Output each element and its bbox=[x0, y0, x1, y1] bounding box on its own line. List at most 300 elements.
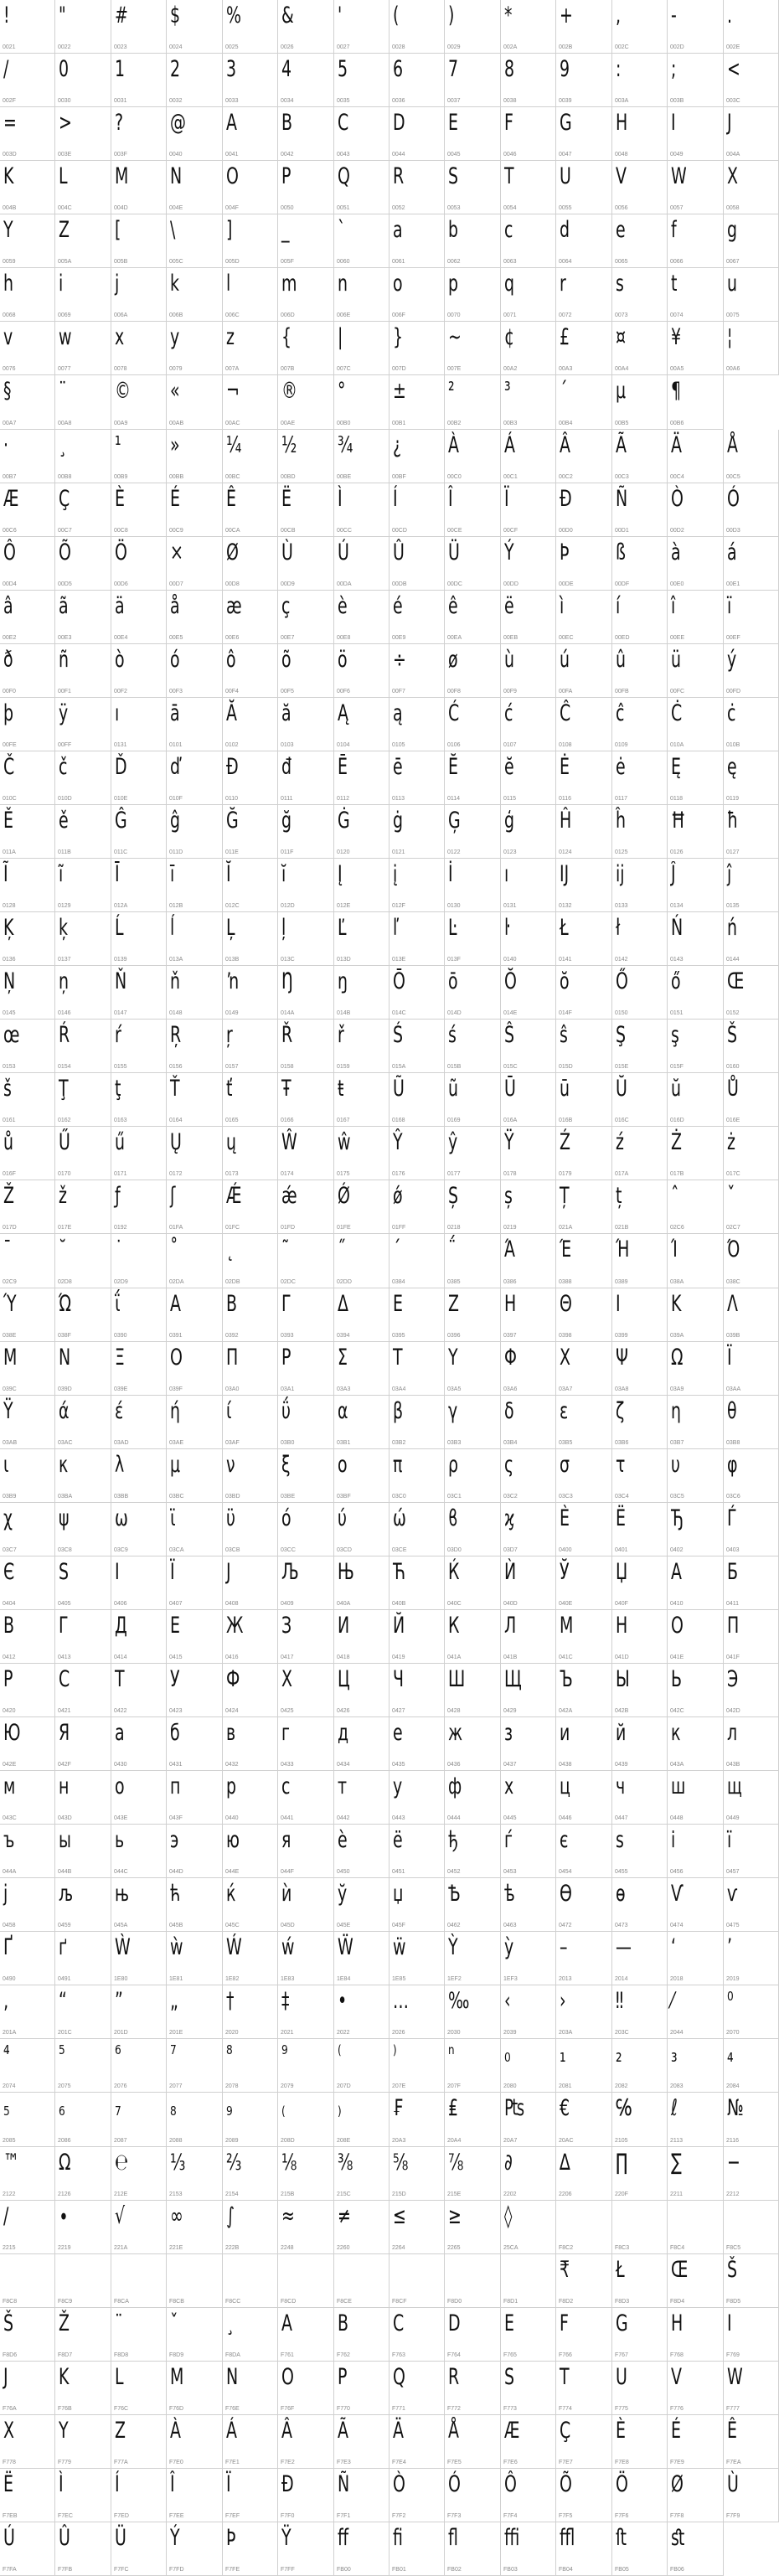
glyph-char: Ý bbox=[170, 2525, 180, 2551]
glyph-char: ˝ bbox=[338, 1236, 346, 1262]
glyph-cell bbox=[111, 1449, 167, 1503]
glyph-char: Y bbox=[59, 2418, 69, 2444]
glyph-codepoint: F7E8 bbox=[615, 2460, 629, 2465]
glyph-cell bbox=[501, 1503, 556, 1556]
glyph-cell bbox=[501, 54, 556, 107]
glyph-codepoint: 0392 bbox=[225, 1333, 239, 1339]
glyph-cell bbox=[556, 0, 612, 54]
glyph-cell bbox=[167, 2254, 223, 2308]
glyph-cell bbox=[278, 1878, 334, 1932]
glyph-cell bbox=[724, 1449, 779, 1503]
glyph-cell bbox=[612, 268, 668, 322]
glyph-cell bbox=[278, 751, 334, 805]
glyph-cell bbox=[111, 268, 167, 322]
glyph-cell bbox=[612, 2362, 668, 2415]
glyph-codepoint: 00A9 bbox=[114, 421, 128, 426]
glyph-char: √ bbox=[115, 2203, 126, 2229]
glyph-cell bbox=[501, 751, 556, 805]
glyph-char: ΄ bbox=[393, 1236, 401, 1262]
glyph-char: È bbox=[115, 486, 125, 512]
glyph-char: Ú bbox=[3, 2525, 15, 2551]
glyph-cell bbox=[724, 1556, 779, 1610]
glyph-codepoint: 0165 bbox=[225, 1118, 239, 1123]
glyph-codepoint: 0026 bbox=[281, 44, 294, 50]
glyph-codepoint: F776 bbox=[670, 2406, 684, 2412]
glyph-codepoint: 016B bbox=[559, 1118, 573, 1123]
glyph-codepoint: 043C bbox=[3, 1815, 17, 1821]
glyph-codepoint: 007A bbox=[225, 366, 240, 372]
glyph-codepoint: 014E bbox=[503, 1010, 518, 1016]
glyph-cell bbox=[111, 2254, 167, 2308]
glyph-codepoint: 002B bbox=[559, 44, 573, 50]
glyph-codepoint: 00BF bbox=[392, 474, 406, 480]
glyph-codepoint: 040B bbox=[392, 1601, 406, 1607]
glyph-char: Û bbox=[59, 2525, 70, 2551]
glyph-cell bbox=[390, 966, 445, 1020]
glyph-codepoint: 044C bbox=[114, 1869, 128, 1875]
glyph-cell bbox=[668, 2039, 724, 2093]
glyph-codepoint: 0177 bbox=[447, 1171, 461, 1177]
glyph-codepoint: 0420 bbox=[3, 1708, 16, 1714]
glyph-char: Ĝ bbox=[115, 808, 127, 834]
glyph-codepoint: 0219 bbox=[503, 1225, 517, 1231]
glyph-cell bbox=[223, 1825, 278, 1878]
glyph-codepoint: F8CB bbox=[169, 2299, 184, 2305]
glyph-codepoint: 00DE bbox=[559, 581, 574, 587]
glyph-cell bbox=[724, 751, 779, 805]
glyph-char: ¹ bbox=[115, 432, 121, 458]
glyph-codepoint: 03C8 bbox=[58, 1547, 72, 1553]
glyph-codepoint: 201C bbox=[58, 2030, 72, 2036]
glyph-cell bbox=[0, 2415, 55, 2469]
glyph-char: 2 bbox=[170, 56, 181, 82]
glyph-cell bbox=[501, 1664, 556, 1717]
glyph-codepoint: 0173 bbox=[225, 1171, 239, 1177]
glyph-cell bbox=[612, 1556, 668, 1610]
glyph-cell bbox=[724, 1932, 779, 1985]
glyph-cell bbox=[278, 537, 334, 591]
glyph-codepoint: 0428 bbox=[447, 1708, 461, 1714]
glyph-cell bbox=[223, 2147, 278, 2201]
glyph-char: Э bbox=[727, 1666, 739, 1692]
glyph-cell bbox=[223, 1234, 278, 1288]
glyph-char: y bbox=[170, 324, 180, 350]
glyph-char: Њ bbox=[338, 1559, 354, 1585]
glyph-codepoint: 014A bbox=[281, 1010, 295, 1016]
glyph-codepoint: 00FE bbox=[3, 742, 17, 748]
glyph-codepoint: 010C bbox=[3, 796, 17, 802]
glyph-codepoint: 0139 bbox=[114, 957, 127, 963]
glyph-codepoint: 00A7 bbox=[3, 421, 17, 426]
glyph-codepoint: 00BE bbox=[337, 474, 352, 480]
glyph-cell bbox=[167, 2147, 223, 2201]
glyph-codepoint: 0406 bbox=[114, 1601, 127, 1607]
glyph-codepoint: 00F8 bbox=[447, 689, 461, 694]
glyph-codepoint: F771 bbox=[392, 2406, 405, 2412]
glyph-cell bbox=[556, 1396, 612, 1449]
glyph-char: Ý bbox=[504, 539, 514, 565]
glyph-char: Â bbox=[281, 2418, 292, 2444]
glyph-cell bbox=[55, 1878, 111, 1932]
glyph-codepoint: 0384 bbox=[392, 1279, 405, 1285]
glyph-codepoint: 016C bbox=[615, 1118, 629, 1123]
glyph-char: ₁ bbox=[560, 2042, 566, 2068]
glyph-char: Ѳ bbox=[560, 1881, 572, 1907]
glyph-char: ь bbox=[115, 1827, 125, 1853]
glyph-char: ż bbox=[727, 1129, 735, 1155]
glyph-cell bbox=[390, 375, 445, 430]
glyph-codepoint: 00A6 bbox=[726, 366, 740, 372]
glyph-char: Х bbox=[281, 1666, 292, 1692]
glyph-cell bbox=[167, 2039, 223, 2093]
glyph-char: Ό bbox=[727, 1236, 740, 1262]
glyph-char: ŝ bbox=[560, 1022, 568, 1048]
glyph-cell bbox=[668, 0, 724, 54]
glyph-codepoint: 0073 bbox=[615, 312, 628, 318]
glyph-codepoint: F7E7 bbox=[559, 2460, 573, 2465]
glyph-cell bbox=[612, 1180, 668, 1234]
glyph-char: Β bbox=[226, 1291, 238, 1317]
glyph-cell bbox=[0, 966, 55, 1020]
glyph-cell bbox=[556, 1610, 612, 1664]
glyph-cell bbox=[668, 1932, 724, 1985]
glyph-codepoint: F7F6 bbox=[615, 2513, 629, 2519]
glyph-codepoint: 00AE bbox=[281, 421, 296, 426]
glyph-cell bbox=[278, 1288, 334, 1342]
glyph-codepoint: 00C1 bbox=[503, 474, 518, 480]
glyph-codepoint: 010F bbox=[169, 796, 183, 802]
glyph-codepoint: 0117 bbox=[615, 796, 628, 802]
glyph-codepoint: F7EE bbox=[169, 2513, 184, 2519]
glyph-char: Ы bbox=[616, 1666, 630, 1692]
glyph-cell bbox=[390, 751, 445, 805]
glyph-codepoint: 03B8 bbox=[726, 1440, 740, 1446]
glyph-char: ĵ bbox=[727, 861, 732, 887]
glyph-cell bbox=[334, 1825, 390, 1878]
glyph-cell bbox=[167, 1073, 223, 1127]
glyph-char: δ bbox=[504, 1398, 514, 1424]
glyph-cell bbox=[445, 1020, 501, 1073]
glyph-char: ⁵ bbox=[59, 2042, 65, 2068]
glyph-char: ε bbox=[560, 1398, 569, 1424]
glyph-codepoint: 0162 bbox=[58, 1118, 71, 1123]
glyph-cell bbox=[111, 1610, 167, 1664]
glyph-cell bbox=[501, 375, 556, 430]
glyph-codepoint: 039B bbox=[726, 1333, 740, 1339]
glyph-char: Þ bbox=[226, 2525, 236, 2551]
glyph-codepoint: 040F bbox=[615, 1601, 628, 1607]
glyph-char: Ç bbox=[59, 486, 70, 512]
glyph-codepoint: 0133 bbox=[615, 903, 628, 909]
glyph-char: ϋ bbox=[226, 1505, 235, 1531]
glyph-char: ≤ bbox=[393, 2203, 406, 2229]
glyph-char: + bbox=[560, 3, 573, 28]
glyph-char: Ć bbox=[448, 700, 460, 726]
glyph-codepoint: 02DB bbox=[225, 1279, 240, 1285]
glyph-codepoint: 00E3 bbox=[58, 635, 72, 641]
glyph-cell bbox=[111, 1180, 167, 1234]
glyph-cell bbox=[612, 322, 668, 375]
glyph-cell bbox=[111, 2147, 167, 2201]
glyph-codepoint: 00EC bbox=[559, 635, 574, 641]
glyph-codepoint: F7F9 bbox=[726, 2513, 740, 2519]
glyph-char: Ę bbox=[671, 754, 681, 780]
glyph-codepoint: 0075 bbox=[726, 312, 740, 318]
glyph-codepoint: 0422 bbox=[114, 1708, 127, 1714]
glyph-cell bbox=[278, 1717, 334, 1771]
glyph-cell bbox=[0, 2147, 55, 2201]
glyph-cell bbox=[55, 483, 111, 537]
glyph-codepoint: 002A bbox=[503, 44, 518, 50]
glyph-cell bbox=[223, 1985, 278, 2039]
glyph-char: ŗ bbox=[226, 1022, 233, 1048]
glyph-char: ŀ bbox=[504, 915, 510, 941]
glyph-cell bbox=[167, 1396, 223, 1449]
glyph-char: ‚ bbox=[3, 1988, 9, 2014]
glyph-char: ŕ bbox=[115, 1022, 121, 1048]
glyph-cell bbox=[55, 1556, 111, 1610]
glyph-cell bbox=[390, 54, 445, 107]
glyph-cell bbox=[668, 1717, 724, 1771]
glyph-cell bbox=[390, 1288, 445, 1342]
glyph-codepoint: 2077 bbox=[169, 2083, 183, 2089]
glyph-char: Ș bbox=[448, 1183, 459, 1209]
glyph-cell bbox=[223, 1771, 278, 1825]
glyph-cell bbox=[501, 268, 556, 322]
glyph-cell bbox=[0, 1610, 55, 1664]
glyph-char: \ bbox=[170, 217, 176, 243]
glyph-codepoint: 0386 bbox=[503, 1279, 517, 1285]
glyph-codepoint: 0035 bbox=[337, 98, 350, 104]
glyph-codepoint: F765 bbox=[503, 2352, 517, 2358]
glyph-codepoint: 0436 bbox=[447, 1762, 461, 1768]
glyph-codepoint: 0454 bbox=[559, 1869, 572, 1875]
glyph-char: ∕ bbox=[3, 2203, 9, 2229]
glyph-codepoint: 0102 bbox=[225, 742, 239, 748]
glyph-codepoint: 0032 bbox=[169, 98, 183, 104]
glyph-char: Ѓ bbox=[727, 1505, 737, 1531]
glyph-cell bbox=[55, 751, 111, 805]
glyph-cell bbox=[390, 644, 445, 698]
glyph-char: ğ bbox=[281, 808, 292, 834]
glyph-char: ﬁ bbox=[393, 2525, 403, 2551]
glyph-char: e bbox=[616, 217, 626, 243]
glyph-char: þ bbox=[3, 700, 14, 726]
glyph-char: χ bbox=[3, 1505, 13, 1531]
glyph-codepoint: F7FA bbox=[3, 2567, 17, 2573]
glyph-cell bbox=[55, 1825, 111, 1878]
glyph-cell bbox=[334, 805, 390, 859]
glyph-cell bbox=[445, 1825, 501, 1878]
glyph-codepoint: 003B bbox=[670, 98, 684, 104]
glyph-cell bbox=[223, 2201, 278, 2254]
glyph-cell bbox=[167, 1127, 223, 1180]
glyph-cell bbox=[111, 805, 167, 859]
glyph-cell bbox=[0, 1556, 55, 1610]
glyph-char: ξ bbox=[281, 1452, 291, 1478]
glyph-cell bbox=[724, 1288, 779, 1342]
glyph-char: T bbox=[560, 2364, 570, 2390]
glyph-codepoint: 0125 bbox=[615, 849, 628, 855]
glyph-cell bbox=[556, 1342, 612, 1396]
glyph-cell bbox=[612, 2254, 668, 2308]
glyph-char: Ö bbox=[616, 2471, 628, 2497]
glyph-char: − bbox=[727, 2150, 740, 2176]
glyph-cell bbox=[334, 966, 390, 1020]
glyph-char: ˇ bbox=[727, 1183, 735, 1209]
glyph-char: Â bbox=[560, 432, 570, 458]
glyph-cell bbox=[445, 1127, 501, 1180]
glyph-char: ő bbox=[671, 968, 681, 994]
glyph-cell bbox=[111, 483, 167, 537]
glyph-codepoint: 00E6 bbox=[225, 635, 240, 641]
glyph-char: Z bbox=[59, 217, 70, 243]
glyph-char: ¸ bbox=[59, 432, 67, 458]
glyph-cell bbox=[167, 591, 223, 644]
glyph-codepoint: 03B6 bbox=[615, 1440, 629, 1446]
glyph-codepoint: 0116 bbox=[559, 796, 572, 802]
glyph-char: њ bbox=[115, 1881, 130, 1907]
glyph-char: ё bbox=[393, 1827, 403, 1853]
glyph-cell bbox=[390, 268, 445, 322]
glyph-cell bbox=[55, 591, 111, 644]
glyph-char: P bbox=[281, 163, 291, 189]
glyph-codepoint: 00FF bbox=[58, 742, 72, 748]
glyph-codepoint: 002C bbox=[615, 44, 629, 50]
glyph-char: Ö bbox=[115, 539, 127, 565]
glyph-codepoint: 043A bbox=[670, 1762, 684, 1768]
glyph-cell bbox=[612, 1449, 668, 1503]
glyph-codepoint: 0192 bbox=[114, 1225, 127, 1231]
glyph-cell bbox=[501, 1180, 556, 1234]
glyph-cell bbox=[223, 1717, 278, 1771]
glyph-char: ₣ bbox=[393, 2095, 404, 2121]
glyph-cell bbox=[167, 1771, 223, 1825]
glyph-codepoint: 00A5 bbox=[670, 366, 684, 372]
glyph-cell bbox=[0, 1503, 55, 1556]
glyph-char: ě bbox=[59, 808, 69, 834]
glyph-char: č bbox=[59, 754, 68, 780]
glyph-cell bbox=[55, 2415, 111, 2469]
glyph-codepoint: 2070 bbox=[726, 2030, 740, 2036]
glyph-codepoint: 03BD bbox=[225, 1494, 240, 1500]
glyph-char: ι bbox=[3, 1452, 9, 1478]
glyph-char: ă bbox=[281, 700, 291, 726]
glyph-cell bbox=[334, 2093, 390, 2147]
glyph-codepoint: 00F2 bbox=[114, 689, 127, 694]
glyph-codepoint: 03B0 bbox=[281, 1440, 295, 1446]
glyph-codepoint: F766 bbox=[559, 2352, 572, 2358]
glyph-codepoint: 0127 bbox=[726, 849, 740, 855]
glyph-char: ж bbox=[448, 1720, 463, 1746]
glyph-cell bbox=[223, 1664, 278, 1717]
glyph-char: ‹ bbox=[504, 1988, 511, 2014]
glyph-cell bbox=[223, 2469, 278, 2522]
glyph-char: ț bbox=[616, 1183, 622, 1209]
glyph-codepoint: 017D bbox=[3, 1225, 17, 1231]
glyph-cell bbox=[223, 2308, 278, 2362]
glyph-cell bbox=[111, 1342, 167, 1396]
glyph-cell bbox=[556, 1825, 612, 1878]
glyph-cell bbox=[390, 107, 445, 161]
glyph-cell bbox=[390, 2415, 445, 2469]
glyph-cell bbox=[390, 2201, 445, 2254]
glyph-cell bbox=[612, 698, 668, 751]
glyph-cell bbox=[556, 2039, 612, 2093]
glyph-char: λ bbox=[115, 1452, 125, 1478]
glyph-cell bbox=[111, 859, 167, 912]
glyph-cell bbox=[668, 2254, 724, 2308]
glyph-cell bbox=[167, 430, 223, 483]
glyph-codepoint: 039A bbox=[670, 1333, 684, 1339]
glyph-codepoint: 03C6 bbox=[726, 1494, 740, 1500]
glyph-cell bbox=[334, 2308, 390, 2362]
glyph-codepoint: 03A0 bbox=[225, 1386, 240, 1392]
glyph-cell bbox=[445, 1073, 501, 1127]
glyph-codepoint: F773 bbox=[503, 2406, 517, 2412]
glyph-char: „ bbox=[170, 1988, 178, 2014]
glyph-codepoint: 00DD bbox=[503, 581, 518, 587]
glyph-char: Ρ bbox=[281, 1345, 291, 1371]
glyph-char: Ô bbox=[3, 539, 16, 565]
glyph-cell bbox=[334, 1503, 390, 1556]
glyph-codepoint: 017E bbox=[58, 1225, 72, 1231]
glyph-cell bbox=[556, 1234, 612, 1288]
glyph-codepoint: 0111 bbox=[281, 796, 293, 802]
glyph-codepoint: F7E2 bbox=[281, 2460, 295, 2465]
glyph-char: ₄ bbox=[727, 2042, 734, 2068]
glyph-cell bbox=[334, 912, 390, 966]
glyph-codepoint: 01FC bbox=[225, 1225, 240, 1231]
glyph-cell bbox=[0, 430, 55, 483]
glyph-cell bbox=[501, 1985, 556, 2039]
glyph-char: ' bbox=[338, 3, 343, 28]
glyph-char: ₃ bbox=[671, 2042, 678, 2068]
glyph-codepoint: 0154 bbox=[58, 1064, 71, 1070]
glyph-cell bbox=[724, 2039, 779, 2093]
glyph-codepoint: 013C bbox=[281, 957, 295, 963]
glyph-cell bbox=[0, 375, 55, 430]
glyph-char: š bbox=[3, 1076, 12, 1102]
glyph-char: ¿ bbox=[393, 432, 402, 458]
glyph-codepoint: F779 bbox=[58, 2460, 71, 2465]
glyph-codepoint: 0174 bbox=[281, 1171, 294, 1177]
glyph-codepoint: 0448 bbox=[670, 1815, 684, 1821]
glyph-char: έ bbox=[115, 1398, 124, 1424]
glyph-cell bbox=[612, 2093, 668, 2147]
glyph-codepoint: 0036 bbox=[392, 98, 405, 104]
glyph-cell bbox=[278, 1825, 334, 1878]
glyph-cell bbox=[0, 859, 55, 912]
glyph-char: φ bbox=[727, 1452, 738, 1478]
glyph-char: ₆ bbox=[59, 2095, 65, 2121]
glyph-char: o bbox=[393, 271, 403, 297]
glyph-char: ĉ bbox=[616, 700, 625, 726]
glyph-cell bbox=[223, 1288, 278, 1342]
glyph-codepoint: 0457 bbox=[726, 1869, 740, 1875]
glyph-cell bbox=[55, 2522, 111, 2576]
glyph-cell bbox=[556, 1932, 612, 1985]
glyph-cell bbox=[501, 2362, 556, 2415]
glyph-char: ∆ bbox=[560, 2150, 570, 2176]
glyph-cell bbox=[390, 161, 445, 214]
glyph-char: œ bbox=[3, 1022, 20, 1048]
glyph-cell bbox=[167, 698, 223, 751]
glyph-char: ű bbox=[115, 1129, 126, 1155]
glyph-codepoint: 0065 bbox=[615, 259, 628, 265]
glyph-codepoint: 015A bbox=[392, 1064, 406, 1070]
glyph-char: ύ bbox=[338, 1505, 347, 1531]
